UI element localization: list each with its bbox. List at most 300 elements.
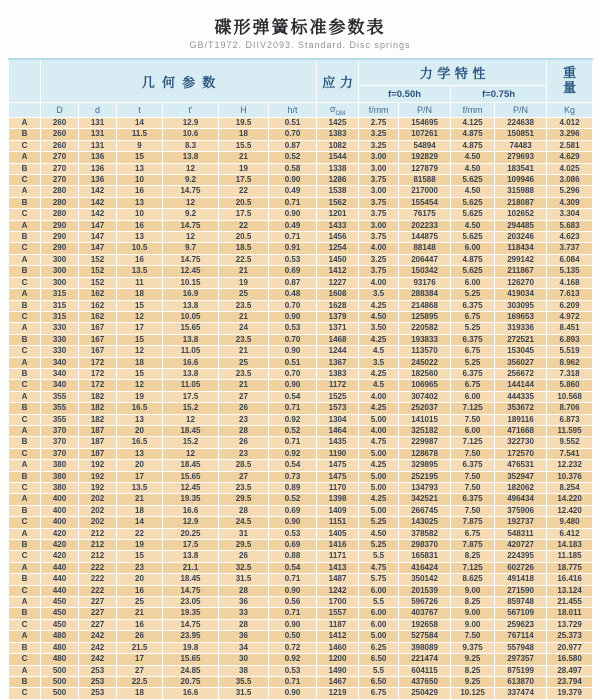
- table-cell: 19: [219, 163, 269, 174]
- table-cell: 9.375: [451, 642, 495, 653]
- table-cell: 0.53: [269, 665, 317, 676]
- table-cell: 298370: [399, 540, 451, 551]
- table-cell: 12: [163, 414, 219, 425]
- table-cell: 355: [41, 403, 79, 414]
- table-cell: 7.613: [547, 289, 593, 300]
- table-row: [9, 642, 593, 653]
- table-cell: 3.50: [359, 323, 399, 334]
- table-cell: 5.625: [451, 232, 495, 243]
- table-cell: 22.5: [219, 254, 269, 265]
- table-row: [9, 129, 593, 140]
- table-cell: 5.296: [547, 186, 593, 197]
- table-cell: 16: [117, 619, 163, 630]
- table-cell: 147: [79, 243, 117, 254]
- table-row: [9, 483, 593, 494]
- table-cell: 19: [219, 277, 269, 288]
- table-cell: 21: [219, 311, 269, 322]
- table-cell: 23.794: [547, 676, 593, 687]
- series-label: A: [9, 425, 41, 436]
- table-cell: 0.71: [269, 232, 317, 243]
- table-cell: 1170: [317, 483, 359, 494]
- table-cell: 144144: [495, 380, 547, 391]
- table-row: [9, 323, 593, 334]
- series-label: A: [9, 528, 41, 539]
- table-cell: 182560: [399, 368, 451, 379]
- table-cell: 3.75: [359, 197, 399, 208]
- group-header-geometry: 几何参数: [41, 59, 317, 103]
- table-cell: 6.375: [451, 300, 495, 311]
- table-cell: 12: [117, 311, 163, 322]
- table-cell: 144875: [399, 232, 451, 243]
- corner-cell: [9, 59, 41, 103]
- table-cell: 1464: [317, 425, 359, 436]
- table-cell: 5.00: [359, 414, 399, 425]
- series-label: A: [9, 597, 41, 608]
- table-cell: 0.90: [269, 585, 317, 596]
- table-cell: 330: [41, 346, 79, 357]
- table-cell: 15.2: [163, 437, 219, 448]
- series-label: B: [9, 232, 41, 243]
- table-cell: 187: [79, 437, 117, 448]
- table-cell: 6.75: [451, 311, 495, 322]
- table-cell: 5.625: [451, 209, 495, 220]
- table-cell: 440: [41, 574, 79, 585]
- table-cell: 21: [219, 346, 269, 357]
- table-cell: 403767: [399, 608, 451, 619]
- table-cell: 245022: [399, 357, 451, 368]
- table-cell: 214868: [399, 300, 451, 311]
- table-cell: 13.5: [117, 266, 163, 277]
- table-cell: 1608: [317, 289, 359, 300]
- table-cell: 18.45: [163, 425, 219, 436]
- table-cell: 0.58: [269, 163, 317, 174]
- table-cell: 192: [79, 460, 117, 471]
- table-cell: 1433: [317, 220, 359, 231]
- table-cell: 152: [79, 277, 117, 288]
- table-cell: 3.25: [359, 129, 399, 140]
- table-cell: 9.25: [451, 654, 495, 665]
- table-row: [9, 631, 593, 642]
- series-label: A: [9, 289, 41, 300]
- table-cell: 416424: [399, 562, 451, 573]
- table-cell: 7.50: [451, 414, 495, 425]
- series-label: C: [9, 619, 41, 630]
- table-cell: 162: [79, 311, 117, 322]
- table-cell: 20.5: [219, 232, 269, 243]
- table-cell: 3.25: [359, 254, 399, 265]
- table-cell: 7.125: [451, 437, 495, 448]
- table-cell: 13.124: [547, 585, 593, 596]
- table-cell: 167: [79, 323, 117, 334]
- group-header-weight: [547, 59, 593, 103]
- table-cell: 1201: [317, 209, 359, 220]
- series-label: A: [9, 152, 41, 163]
- table-cell: 155454: [399, 197, 451, 208]
- table-cell: 1538: [317, 186, 359, 197]
- table-cell: 5.00: [359, 631, 399, 642]
- table-cell: 15: [117, 368, 163, 379]
- series-label: B: [9, 471, 41, 482]
- table-cell: 20.5: [219, 197, 269, 208]
- table-cell: 34: [219, 642, 269, 653]
- table-row: [9, 380, 593, 391]
- table-cell: 0.53: [269, 528, 317, 539]
- table-cell: 182062: [495, 483, 547, 494]
- table-cell: 15.65: [163, 323, 219, 334]
- table-cell: 224395: [495, 551, 547, 562]
- condition-f050: f=0.50h: [359, 86, 451, 103]
- table-cell: 7.541: [547, 448, 593, 459]
- table-cell: 202: [79, 505, 117, 516]
- table-row: [9, 140, 593, 151]
- table-cell: 162: [79, 289, 117, 300]
- table-cell: 15.5: [219, 140, 269, 151]
- table-cell: 6.75: [451, 528, 495, 539]
- table-cell: 12.9: [163, 517, 219, 528]
- table-cell: 1456: [317, 232, 359, 243]
- table-cell: 16: [117, 254, 163, 265]
- table-cell: 13.8: [163, 152, 219, 163]
- table-cell: 15: [117, 551, 163, 562]
- table-cell: 280: [41, 186, 79, 197]
- table-cell: 6.00: [451, 277, 495, 288]
- table-cell: 3.25: [359, 140, 399, 151]
- weight-char-bottom: 量: [563, 80, 577, 95]
- series-label: B: [9, 403, 41, 414]
- column-header: P/N: [495, 103, 547, 118]
- table-cell: 6.00: [359, 585, 399, 596]
- table-cell: 23: [117, 562, 163, 573]
- table-cell: 227: [79, 619, 117, 630]
- table-cell: 17: [117, 471, 163, 482]
- table-cell: 17.5: [219, 175, 269, 186]
- table-cell: 6.75: [451, 346, 495, 357]
- table-cell: 13.729: [547, 619, 593, 630]
- table-cell: 14.75: [163, 186, 219, 197]
- table-cell: 271590: [495, 585, 547, 596]
- table-cell: 380: [41, 460, 79, 471]
- table-cell: 1413: [317, 562, 359, 573]
- series-label: B: [9, 505, 41, 516]
- table-cell: 21: [117, 608, 163, 619]
- series-label: B: [9, 676, 41, 687]
- table-cell: 5.625: [451, 175, 495, 186]
- table-row: [9, 232, 593, 243]
- table-row: [9, 197, 593, 208]
- table-cell: 8.25: [451, 597, 495, 608]
- table-cell: 4.25: [359, 494, 399, 505]
- table-cell: 0.69: [269, 540, 317, 551]
- table-cell: 4.00: [359, 391, 399, 402]
- table-cell: 548311: [495, 528, 547, 539]
- table-cell: 0.49: [269, 186, 317, 197]
- table-cell: 340: [41, 357, 79, 368]
- table-cell: 25: [219, 289, 269, 300]
- table-cell: 1383: [317, 129, 359, 140]
- table-cell: 3.75: [359, 266, 399, 277]
- table-cell: 0.48: [269, 289, 317, 300]
- table-cell: 1435: [317, 437, 359, 448]
- table-cell: 21: [219, 380, 269, 391]
- table-cell: 420727: [495, 540, 547, 551]
- table-cell: 7.318: [547, 368, 593, 379]
- table-cell: 26: [219, 437, 269, 448]
- table-cell: 0.70: [269, 368, 317, 379]
- table-cell: 23.95: [163, 631, 219, 642]
- column-header: t': [163, 103, 219, 118]
- table-cell: 88148: [399, 243, 451, 254]
- table-cell: 22: [219, 186, 269, 197]
- table-cell: 315: [41, 289, 79, 300]
- table-cell: 0.54: [269, 562, 317, 573]
- table-cell: 25: [117, 597, 163, 608]
- series-label: C: [9, 243, 41, 254]
- table-cell: 0.90: [269, 346, 317, 357]
- table-cell: 4.5: [359, 346, 399, 357]
- column-header: $\sigma_{OM}$: [317, 103, 359, 118]
- table-cell: 218087: [495, 197, 547, 208]
- series-label: C: [9, 517, 41, 528]
- series-label: B: [9, 540, 41, 551]
- table-cell: 303095: [495, 300, 547, 311]
- table-cell: 0.71: [269, 403, 317, 414]
- table-row: [9, 289, 593, 300]
- table-cell: 189116: [495, 414, 547, 425]
- table-row: [9, 574, 593, 585]
- table-cell: 20.977: [547, 642, 593, 653]
- table-cell: 12: [163, 232, 219, 243]
- table-cell: 420: [41, 528, 79, 539]
- table-cell: 28: [219, 619, 269, 630]
- table-cell: 1398: [317, 494, 359, 505]
- series-label: A: [9, 460, 41, 471]
- table-cell: 17.5: [163, 540, 219, 551]
- table-row: [9, 414, 593, 425]
- table-cell: 27: [117, 665, 163, 676]
- table-cell: 202233: [399, 220, 451, 231]
- table-cell: 0.52: [269, 425, 317, 436]
- table-cell: 3.75: [359, 232, 399, 243]
- table-cell: 7.50: [451, 631, 495, 642]
- table-cell: 4.875: [451, 140, 495, 151]
- table-cell: 4.50: [359, 528, 399, 539]
- table-cell: 14.75: [163, 220, 219, 231]
- table-cell: 270: [41, 163, 79, 174]
- table-cell: 14: [117, 517, 163, 528]
- table-cell: 7.125: [451, 562, 495, 573]
- table-cell: 480: [41, 642, 79, 653]
- table-cell: 0.51: [269, 118, 317, 129]
- table-row: [9, 118, 593, 129]
- table-cell: 35.5: [219, 676, 269, 687]
- table-cell: 0.70: [269, 334, 317, 345]
- table-cell: 4.875: [451, 129, 495, 140]
- table-cell: 12.45: [163, 266, 219, 277]
- table-cell: 18: [117, 688, 163, 699]
- table-row: [9, 152, 593, 163]
- table-cell: 16.5: [117, 403, 163, 414]
- table-cell: 165831: [399, 551, 451, 562]
- table-cell: 613870: [495, 676, 547, 687]
- table-cell: 1304: [317, 414, 359, 425]
- table-cell: 23.5: [219, 300, 269, 311]
- table-cell: 17: [117, 323, 163, 334]
- table-cell: 14.183: [547, 540, 593, 551]
- table-cell: 212: [79, 551, 117, 562]
- table-cell: 9.480: [547, 517, 593, 528]
- table-cell: 9.552: [547, 437, 593, 448]
- column-header-row: [9, 103, 593, 118]
- table-cell: 113570: [399, 346, 451, 357]
- table-row: [9, 608, 593, 619]
- table-cell: 1244: [317, 346, 359, 357]
- table-cell: 0.90: [269, 380, 317, 391]
- table-cell: 28: [219, 505, 269, 516]
- table-cell: 0.73: [269, 471, 317, 482]
- table-cell: 0.50: [269, 631, 317, 642]
- table-cell: 13.5: [117, 483, 163, 494]
- table-cell: 0.92: [269, 414, 317, 425]
- table-cell: 18: [117, 505, 163, 516]
- table-cell: 0.54: [269, 460, 317, 471]
- table-cell: 147: [79, 232, 117, 243]
- series-label: C: [9, 688, 41, 699]
- table-cell: 22: [117, 528, 163, 539]
- table-cell: 27: [219, 471, 269, 482]
- table-cell: 15: [117, 300, 163, 311]
- column-header: f/mm: [451, 103, 495, 118]
- table-cell: 21: [219, 152, 269, 163]
- table-cell: 252195: [399, 471, 451, 482]
- table-row: [9, 505, 593, 516]
- table-cell: 1544: [317, 152, 359, 163]
- series-label: B: [9, 368, 41, 379]
- table-cell: 5.625: [451, 266, 495, 277]
- table-cell: 400: [41, 505, 79, 516]
- table-cell: 0.72: [269, 642, 317, 653]
- table-cell: 4.00: [359, 425, 399, 436]
- table-cell: 30: [219, 654, 269, 665]
- table-cell: 28.497: [547, 665, 593, 676]
- table-cell: 5.00: [359, 483, 399, 494]
- table-cell: 340: [41, 380, 79, 391]
- series-label: C: [9, 654, 41, 665]
- table-cell: 13: [117, 414, 163, 425]
- table-cell: 10: [117, 209, 163, 220]
- table-cell: 1286: [317, 175, 359, 186]
- table-cell: 20: [117, 425, 163, 436]
- table-cell: 10.376: [547, 471, 593, 482]
- table-cell: 136: [79, 152, 117, 163]
- series-label: B: [9, 129, 41, 140]
- table-cell: 193833: [399, 334, 451, 345]
- table-cell: 1450: [317, 254, 359, 265]
- table-cell: 10.15: [163, 277, 219, 288]
- table-cell: 0.53: [269, 323, 317, 334]
- table-cell: 1487: [317, 574, 359, 585]
- table-cell: 118434: [495, 243, 547, 254]
- table-cell: 13: [117, 163, 163, 174]
- table-cell: 500: [41, 665, 79, 676]
- table-cell: 5.25: [451, 289, 495, 300]
- table-cell: 1573: [317, 403, 359, 414]
- table-cell: 8.254: [547, 483, 593, 494]
- table-row: [9, 551, 593, 562]
- series-label: A: [9, 220, 41, 231]
- table-cell: 212: [79, 528, 117, 539]
- table-cell: 0.52: [269, 152, 317, 163]
- table-cell: 250429: [399, 688, 451, 699]
- table-cell: 288384: [399, 289, 451, 300]
- table-cell: 0.71: [269, 197, 317, 208]
- disc-spring-parameter-table: [8, 58, 593, 700]
- table-cell: 9.7: [163, 243, 219, 254]
- table-cell: 440: [41, 562, 79, 573]
- series-label: B: [9, 266, 41, 277]
- table-cell: 4.50: [451, 163, 495, 174]
- table-row: [9, 368, 593, 379]
- table-cell: 14.75: [163, 254, 219, 265]
- table-cell: 14: [117, 118, 163, 129]
- table-cell: 24: [219, 323, 269, 334]
- table-cell: 18: [117, 357, 163, 368]
- table-cell: 0.90: [269, 175, 317, 186]
- series-label: B: [9, 300, 41, 311]
- table-cell: 300: [41, 254, 79, 265]
- table-cell: 131: [79, 118, 117, 129]
- table-cell: 12.45: [163, 483, 219, 494]
- corner-cell: [9, 103, 41, 118]
- table-cell: 3.75: [359, 209, 399, 220]
- table-cell: 217000: [399, 186, 451, 197]
- table-cell: 9.2: [163, 209, 219, 220]
- table-cell: 6.209: [547, 300, 593, 311]
- table-cell: 31.5: [219, 688, 269, 699]
- table-cell: 4.50: [359, 311, 399, 322]
- table-cell: 0.89: [269, 483, 317, 494]
- table-cell: 227: [79, 597, 117, 608]
- table-cell: 29.5: [219, 540, 269, 551]
- table-cell: 142: [79, 197, 117, 208]
- table-cell: 28.5: [219, 460, 269, 471]
- table-cell: 342521: [399, 494, 451, 505]
- table-cell: 380: [41, 471, 79, 482]
- table-cell: 4.25: [359, 300, 399, 311]
- table-cell: 20: [117, 574, 163, 585]
- table-cell: 1082: [317, 140, 359, 151]
- table-cell: 12: [163, 197, 219, 208]
- table-cell: 10.6: [163, 129, 219, 140]
- table-cell: 0.71: [269, 574, 317, 585]
- table-cell: 272521: [495, 334, 547, 345]
- table-row: [9, 334, 593, 345]
- table-cell: 12: [117, 380, 163, 391]
- series-label: B: [9, 197, 41, 208]
- table-cell: 15.65: [163, 654, 219, 665]
- table-cell: 16.580: [547, 654, 593, 665]
- table-cell: 1628: [317, 300, 359, 311]
- table-cell: 38: [219, 665, 269, 676]
- table-cell: 13: [117, 197, 163, 208]
- table-cell: 0.52: [269, 494, 317, 505]
- table-cell: 500: [41, 676, 79, 687]
- table-cell: 102652: [495, 209, 547, 220]
- table-cell: 256672: [495, 368, 547, 379]
- table-cell: 222: [79, 574, 117, 585]
- table-cell: 370: [41, 437, 79, 448]
- table-cell: 152: [79, 266, 117, 277]
- table-cell: 557948: [495, 642, 547, 653]
